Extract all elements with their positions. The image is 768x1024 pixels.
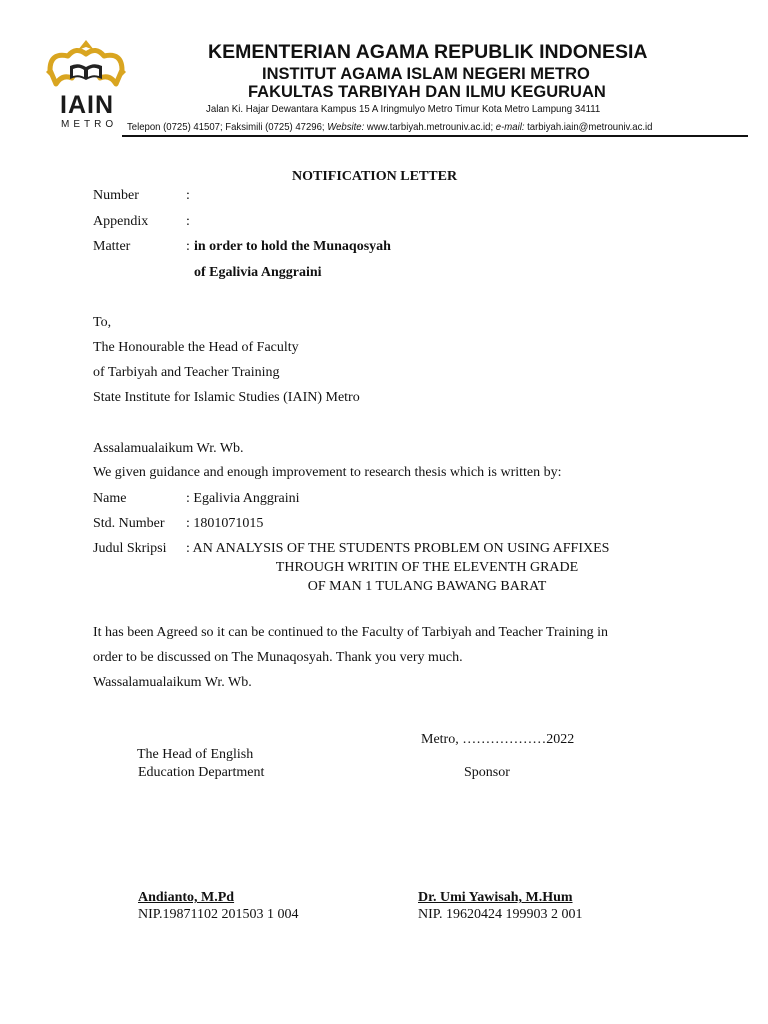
- right-signer-nip: NIP. 19620424 199903 2 001: [418, 907, 583, 922]
- place-date: Metro, ………………2022: [421, 732, 575, 747]
- greeting: Assalamualaikum Wr. Wb.: [93, 441, 244, 456]
- contact-phone: Telepon (0725) 41507; Faksimili (0725) 47296;: [127, 121, 325, 133]
- recipient-line-2: of Tarbiyah and Teacher Training: [93, 365, 280, 380]
- judul-line-3: OF MAN 1 TULANG BAWANG BARAT: [307, 579, 547, 594]
- judul-line-2: THROUGH WRITIN OF THE ELEVENTH GRADE: [275, 560, 579, 575]
- left-role-line-1: The Head of English: [137, 747, 254, 762]
- std-number-value: : 1801071015: [186, 516, 264, 531]
- name-value: : Egalivia Anggraini: [186, 491, 300, 506]
- matter-line-2: of Egalivia Anggraini: [194, 265, 322, 280]
- address-line: Jalan Ki. Hajar Dewantara Kampus 15 A Iringmulyo Metro Timur Kota Metro Lampung 34111: [206, 103, 601, 115]
- name-label: Name: [93, 491, 127, 506]
- recipient-line-3: State Institute for Islamic Studies (IAIN) Metro: [93, 390, 360, 405]
- recipient-line-1: The Honourable the Head of Faculty: [93, 340, 299, 355]
- institute-heading: INSTITUT AGAMA ISLAM NEGERI METRO: [262, 65, 590, 83]
- ministry-heading: KEMENTERIAN AGAMA REPUBLIK INDONESIA: [208, 41, 648, 63]
- matter-line-1: in order to hold the Munaqosyah: [194, 239, 391, 254]
- email-value: tarbiyah.iain@metrouniv.ac.id: [527, 121, 653, 133]
- right-role: Sponsor: [464, 765, 510, 780]
- left-signer-name: Andianto, M.Pd: [138, 890, 235, 905]
- number-value: :: [186, 188, 190, 203]
- std-number-label: Std. Number: [93, 516, 165, 531]
- appendix-value: :: [186, 214, 190, 229]
- faculty-heading: FAKULTAS TARBIYAH DAN ILMU KEGURUAN: [248, 83, 606, 101]
- judul-line-1: : AN ANALYSIS OF THE STUDENTS PROBLEM ON USING AFFIXES: [186, 541, 610, 556]
- logo-text: IAIN: [60, 91, 114, 119]
- website-value: www.tarbiyah.metrouniv.ac.id;: [366, 121, 494, 133]
- appendix-label: Appendix: [93, 214, 149, 229]
- letterhead-rule: [122, 135, 748, 137]
- intro-paragraph: We given guidance and enough improvement to research thesis which is written by:: [93, 465, 562, 480]
- to-line: To,: [93, 315, 112, 330]
- number-label: Number: [93, 188, 139, 203]
- closing-line-2: order to be discussed on The Munaqosyah. Thank you very much.: [93, 650, 463, 665]
- matter-colon: :: [186, 239, 190, 254]
- matter-label: Matter: [93, 239, 131, 254]
- right-signer-name: Dr. Umi Yawisah, M.Hum: [418, 890, 573, 905]
- website-label: Website:: [327, 121, 365, 133]
- judul-label: Judul Skripsi: [93, 541, 167, 556]
- email-label: e-mail:: [495, 121, 525, 133]
- closing-line-1: It has been Agreed so it can be continued to the Faculty of Tarbiyah and Teacher Training in: [93, 625, 608, 640]
- left-role-line-2: Education Department: [138, 765, 265, 780]
- closing-salutation: Wassalamualaikum Wr. Wb.: [93, 675, 252, 690]
- contact-line: [127, 122, 652, 133]
- logo-subtext: METRO: [61, 119, 118, 130]
- letter-title: NOTIFICATION LETTER: [292, 169, 458, 184]
- left-signer-nip: NIP.19871102 201503 1 004: [138, 907, 299, 922]
